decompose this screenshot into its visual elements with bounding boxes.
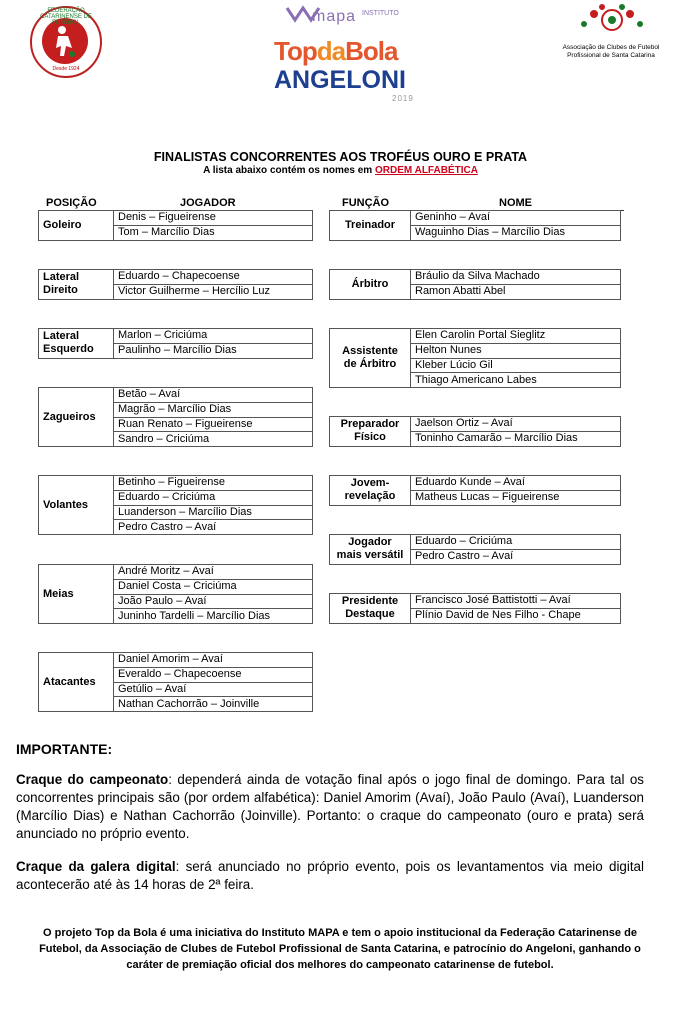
year-label: 2019 xyxy=(392,94,414,103)
left-group-table xyxy=(38,652,313,712)
left-group-table xyxy=(38,387,313,447)
page-title: FINALISTAS CONCORRENTES AOS TROFÉUS OURO E PRATA xyxy=(153,150,528,164)
player-cell: Luanderson – Marcílio Dias xyxy=(114,505,313,520)
position-label xyxy=(39,270,114,300)
player-cell: Daniel Amorim – Avaí xyxy=(114,653,313,668)
fcf-logo xyxy=(28,4,104,80)
craque-label: Craque do campeonato xyxy=(16,772,169,787)
table-row xyxy=(39,476,313,491)
footer-note: O projeto Top da Bola é uma iniciativa do Instituto MAPA e tem o apoio institucional da Federação Catarinense de Futebol, da Associação de Clubes de Futebol Profissional de Santa Catarina, e patrocínio do Angeloni, ganhando o caráter de premiação oficial dos melhores do campeonato catarinense de futebol. xyxy=(39,927,641,971)
table-row xyxy=(39,329,313,344)
mapa-instituto-text: INSTITUTO xyxy=(362,10,399,17)
label-line: Lateral xyxy=(43,271,80,284)
player-cell: Pedro Castro – Avaí xyxy=(114,520,313,535)
function-label xyxy=(330,270,411,300)
header-funcao: FUNÇÃO xyxy=(342,197,390,209)
table-row xyxy=(330,211,621,226)
name-cell: Kleber Lúcio Gil xyxy=(411,358,621,373)
label-line: Preparador xyxy=(340,418,400,431)
table-row xyxy=(39,565,313,580)
name-cell: Toninho Camarão – Marcílio Dias xyxy=(411,431,621,446)
right-group-table xyxy=(329,593,621,624)
position-label xyxy=(39,476,114,535)
header-posicao: POSIÇÃO xyxy=(46,197,97,209)
subtitle-highlight: ORDEM ALFABÉTICA xyxy=(374,165,478,176)
page-subtitle xyxy=(0,165,681,176)
acf-ball-icon xyxy=(572,4,652,34)
player-cell: Ruan Renato – Figueirense xyxy=(114,417,313,432)
label-line: Direito xyxy=(43,284,78,297)
label-line: Treinador xyxy=(344,218,396,231)
player-cell: Getúlio – Avaí xyxy=(114,682,313,697)
left-group-table xyxy=(38,328,313,359)
table-row xyxy=(39,211,313,226)
player-cell: Eduardo – Chapecoense xyxy=(114,270,313,285)
player-cell: Victor Guilherme – Hercílio Luz xyxy=(114,284,313,299)
header-nome: NOME xyxy=(499,197,532,209)
table-row xyxy=(330,594,621,609)
left-group-table xyxy=(38,564,313,624)
function-label xyxy=(330,594,411,624)
left-group-table xyxy=(38,210,313,241)
player-cell: Paulinho – Marcílio Dias xyxy=(114,343,313,358)
galera-label: Craque da galera digital xyxy=(16,859,176,874)
fcf-logo-bottom-text: Desde 1924 xyxy=(52,66,80,72)
player-cell: Daniel Costa – Criciúma xyxy=(114,579,313,594)
label-line: Meias xyxy=(43,587,74,600)
right-group-table xyxy=(329,534,621,565)
player-cell: Everaldo – Chapecoense xyxy=(114,667,313,682)
right-group-table xyxy=(329,269,621,300)
label-line: Jogador xyxy=(348,536,392,549)
name-cell: Ramon Abatti Abel xyxy=(411,284,621,299)
wordmark-top: Top xyxy=(274,36,317,66)
label-line: revelação xyxy=(344,490,396,503)
craque-paragraph xyxy=(16,771,644,843)
name-cell: Bráulio da Silva Machado xyxy=(411,270,621,285)
label-line: Zagueiros xyxy=(43,410,96,423)
position-label xyxy=(39,388,114,447)
name-cell: Matheus Lucas – Figueirense xyxy=(411,490,621,505)
function-label xyxy=(330,417,411,447)
important-heading: IMPORTANTE: xyxy=(16,741,113,757)
position-label xyxy=(39,653,114,712)
label-line: Assistente xyxy=(342,345,398,358)
player-cell: Nathan Cachorrão – Joinville xyxy=(114,697,313,712)
craque-text: : dependerá ainda de votação final após o jogo final de domingo. Para tal os concorrentes principais são (por ordem alfabética): Daniel Amorim (Avaí), João Paulo (Avaí), Luanderson (Marcílio Dias) e Nathan Cachorrão (Joinville). Portanto: o craque do campeonato (ouro e prata) será anunciado no próprio evento. xyxy=(16,772,645,841)
player-cell: Tom – Marcílio Dias xyxy=(114,225,313,240)
name-cell: Thiago Americano Labes xyxy=(411,373,621,388)
acf-logo-text: Associação de Clubes de Futebol Profissional de Santa Catarina xyxy=(562,44,660,59)
right-group-table xyxy=(329,475,621,506)
label-line: Presidente xyxy=(341,595,399,608)
header-jogador: JOGADOR xyxy=(180,197,236,209)
function-label xyxy=(330,535,411,565)
right-group-table xyxy=(329,328,621,388)
name-cell: Jaelson Ortiz – Avaí xyxy=(411,417,621,432)
name-cell: Eduardo Kunde – Avaí xyxy=(411,476,621,491)
left-group-table xyxy=(38,475,313,535)
name-cell: Elen Carolin Portal Sieglitz xyxy=(411,329,621,344)
label-line: mais versátil xyxy=(336,549,404,562)
position-label xyxy=(39,565,114,624)
label-line: Árbitro xyxy=(351,277,389,290)
name-cell: Plínio David de Nes Filho - Chape xyxy=(411,608,621,623)
name-cell: Geninho – Avaí xyxy=(411,211,621,226)
function-label xyxy=(330,329,411,388)
table-row xyxy=(330,535,621,550)
wordmark-bola: Bola xyxy=(345,36,398,66)
fcf-logo-top-text: FEDERAÇÃO CATARINENSE DE FUTEBOL xyxy=(40,8,92,26)
player-cell: Denis – Figueirense xyxy=(114,211,313,226)
player-cell: Magrão – Marcílio Dias xyxy=(114,402,313,417)
top-da-bola-logo xyxy=(270,4,430,104)
position-label xyxy=(39,211,114,241)
right-group-table xyxy=(329,416,621,447)
table-row xyxy=(39,270,313,285)
name-cell: Pedro Castro – Avaí xyxy=(411,549,621,564)
label-line: Jovem- xyxy=(350,477,390,490)
label-line: Goleiro xyxy=(43,218,82,231)
mapa-word: mapa xyxy=(312,8,357,25)
angeloni-wordmark: ANGELONI xyxy=(274,66,406,94)
table-row xyxy=(39,388,313,403)
table-row xyxy=(330,476,621,491)
player-cell: Betão – Avaí xyxy=(114,388,313,403)
player-cell: Betinho – Figueirense xyxy=(114,476,313,491)
label-line: Atacantes xyxy=(43,675,96,688)
label-line: Físico xyxy=(354,431,386,444)
function-label xyxy=(330,211,411,241)
name-cell: Francisco José Battistotti – Avaí xyxy=(411,594,621,609)
right-group-table xyxy=(329,210,621,241)
player-cell: Eduardo – Criciúma xyxy=(114,490,313,505)
name-cell: Eduardo – Criciúma xyxy=(411,535,621,550)
player-cell: Sandro – Criciúma xyxy=(114,432,313,447)
player-cell: Marlon – Criciúma xyxy=(114,329,313,344)
label-line: de Árbitro xyxy=(343,358,397,371)
position-label xyxy=(39,329,114,359)
left-group-table xyxy=(38,269,313,300)
subtitle-prefix: A lista abaixo contém os nomes em xyxy=(203,165,375,176)
table-row xyxy=(39,653,313,668)
player-cell: Juninho Tardelli – Marcílio Dias xyxy=(114,609,313,624)
galera-text: : será anunciado no próprio evento, pois os levantamentos via meio digital acontecerão até às 14 horas de 2ª feira. xyxy=(16,859,644,892)
table-row xyxy=(330,417,621,432)
player-cell: André Moritz – Avaí xyxy=(114,565,313,580)
label-line: Volantes xyxy=(43,498,89,511)
acf-logo xyxy=(556,4,666,64)
name-cell: Helton Nunes xyxy=(411,343,621,358)
label-line: Lateral xyxy=(43,330,80,343)
galera-paragraph xyxy=(16,858,644,894)
label-line: Destaque xyxy=(345,608,395,621)
top-da-bola-wordmark xyxy=(274,36,397,67)
player-cell: João Paulo – Avaí xyxy=(114,594,313,609)
name-cell: Waguinho Dias – Marcílio Dias xyxy=(411,225,621,240)
label-line: Esquerdo xyxy=(43,343,94,356)
wordmark-da: da xyxy=(316,36,346,66)
table-row xyxy=(330,270,621,285)
table-row xyxy=(330,329,621,344)
function-label xyxy=(330,476,411,506)
